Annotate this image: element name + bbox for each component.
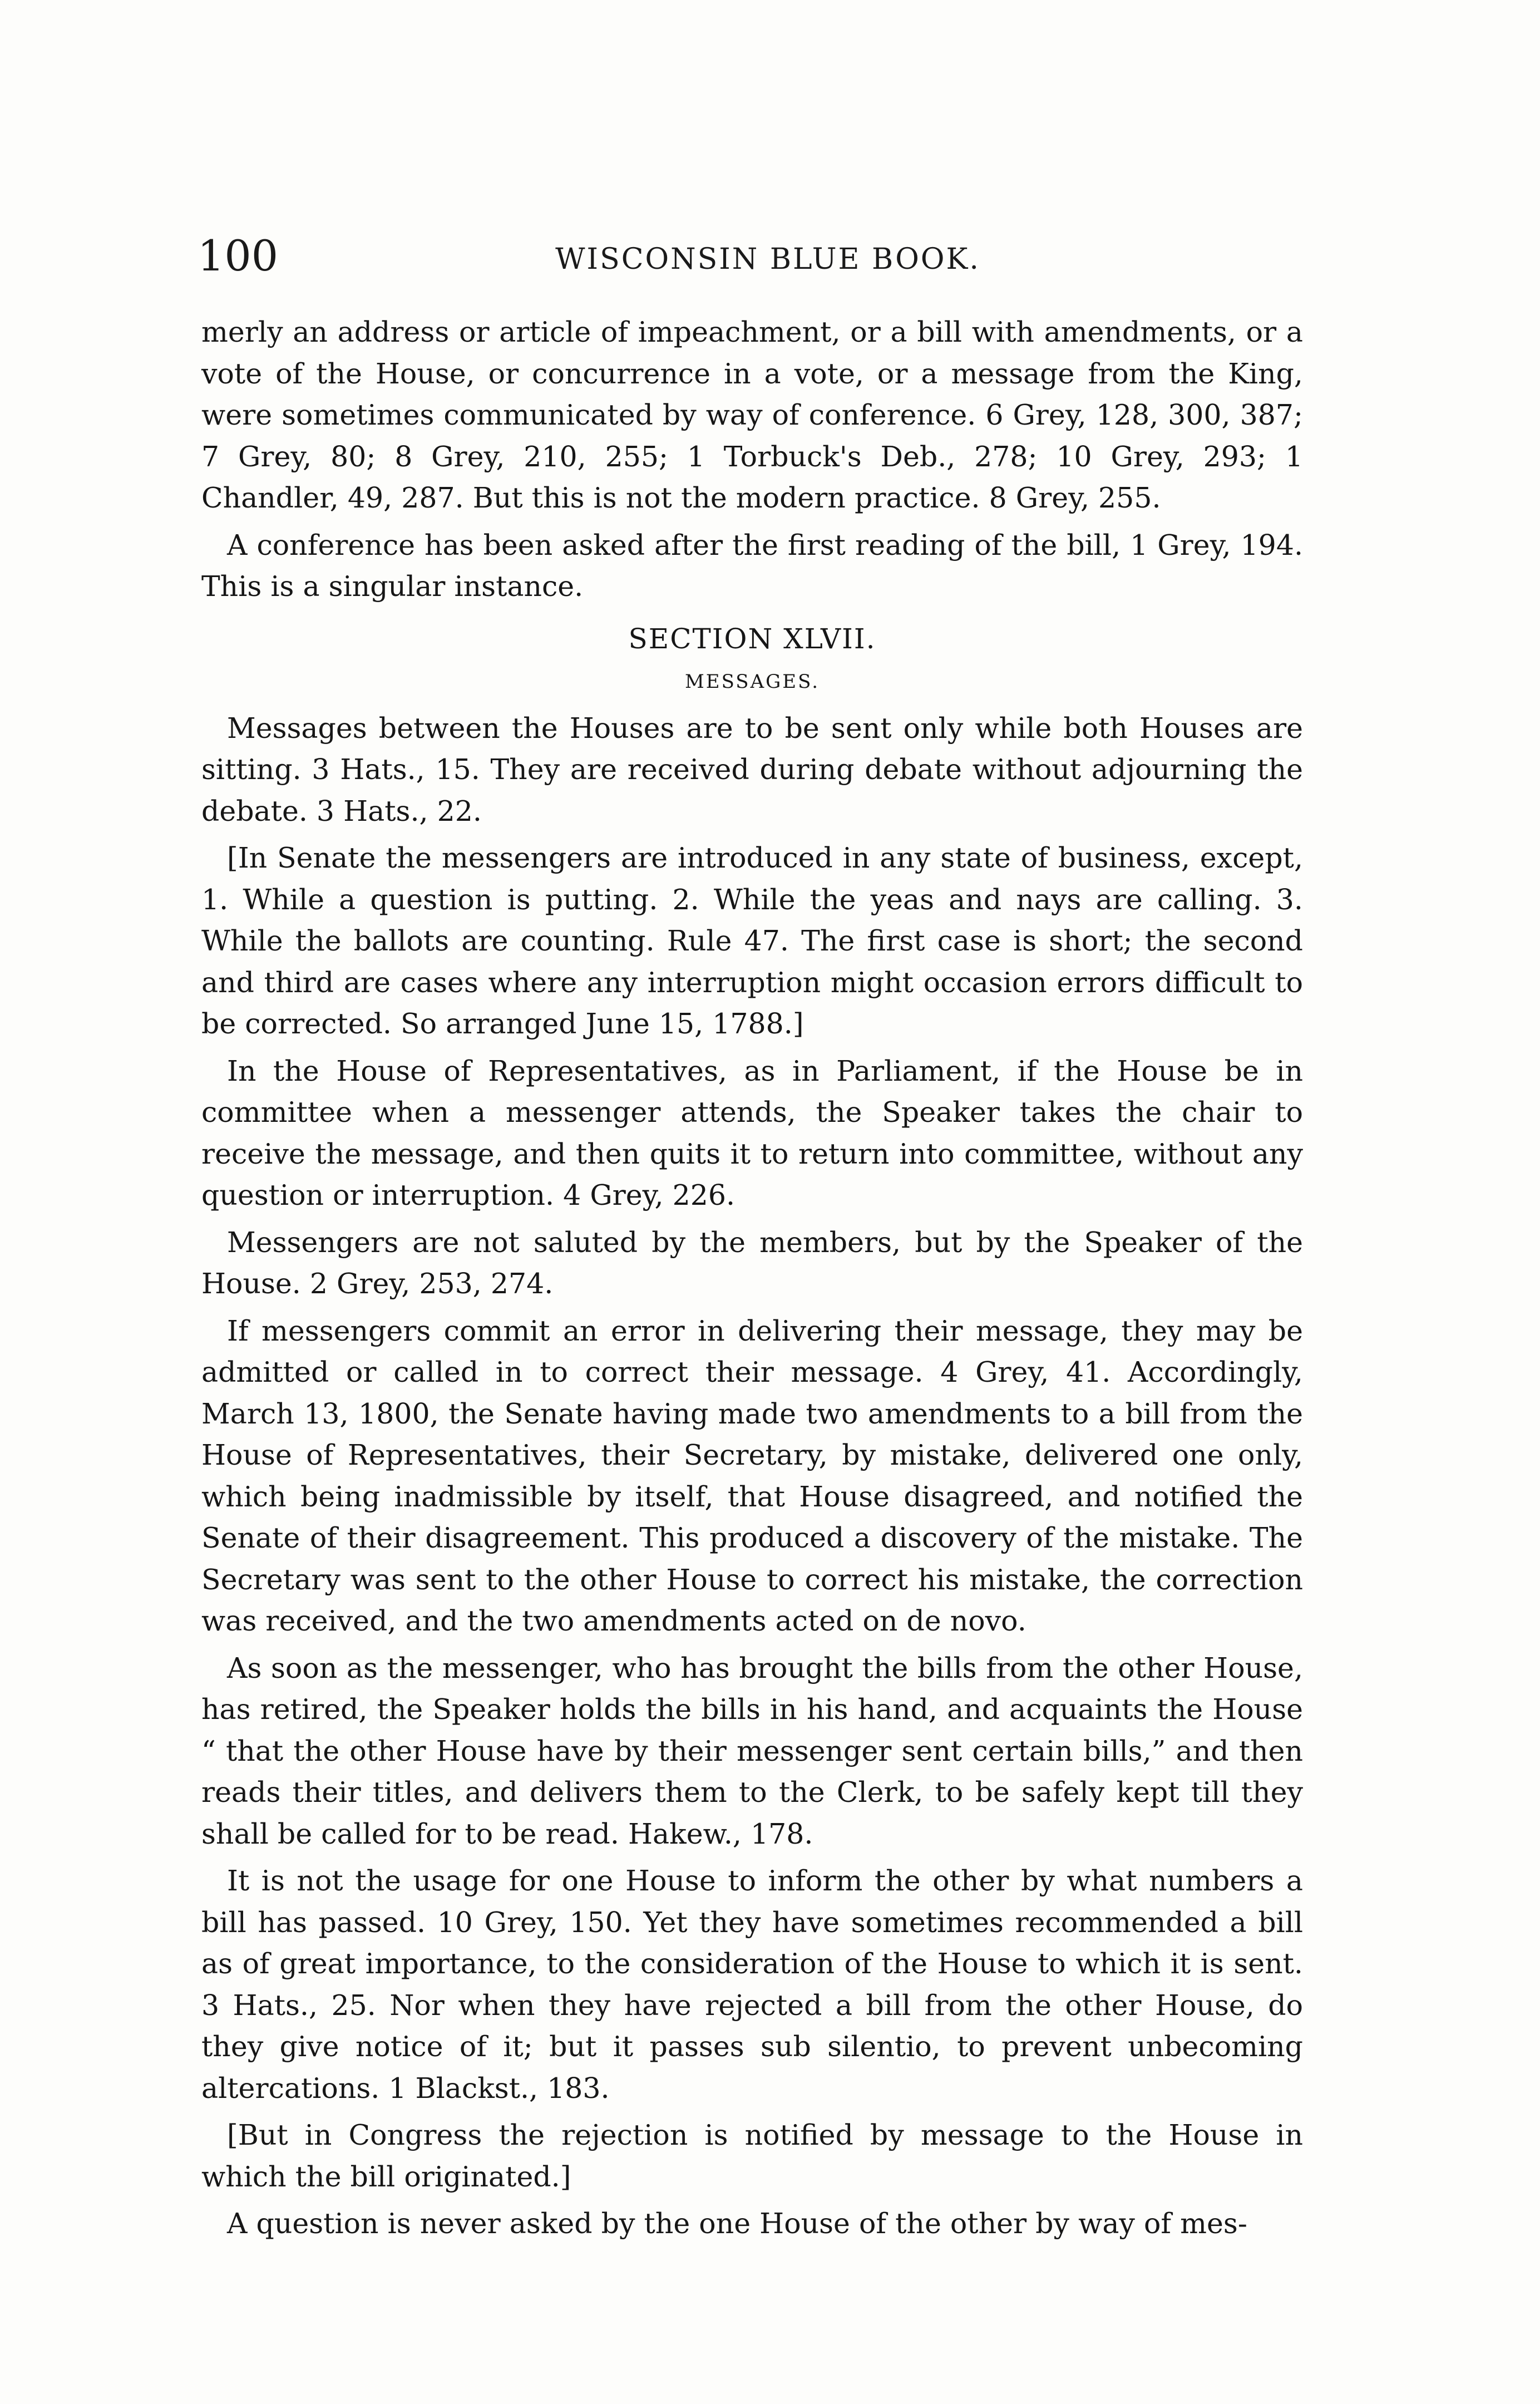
paragraph: Messages between the Houses are to be sent only while both Houses are sitting. 3 Hats., 15. They are received during debate without adjourning the debate. 3 Hats., 22.	[201, 711, 1303, 827]
paragraph: In the House of Representatives, as in Parliament, if the House be in committee when a messenger attends, the Speaker takes the chair to receive the message, and then quits it to return into committee, without any question or interruption. 4 Grey, 226.	[201, 1054, 1303, 1211]
paragraph: As soon as the messenger, who has brought the bills from the other House, has retired, the Speaker holds the bills in his hand, and acquaints the House “ that the other House have by their messenger sent certain bills,” and then reads their titles, and delivers them to the Clerk, to be safely kept till they shall be called for to be read. Hakew., 178.	[201, 1651, 1303, 1850]
page-header	[198, 228, 1338, 295]
paragraph: Messengers are not saluted by the members, but by the Speaker of the House. 2 Grey, 253, 274.	[201, 1225, 1303, 1300]
body-text	[201, 312, 1303, 2250]
paragraph: A conference has been asked after the first reading of the bill, 1 Grey, 194. This is a singular instance.	[201, 528, 1303, 603]
paragraph: It is not the usage for one House to inform the other by what numbers a bill has passed. 10 Grey, 150. Yet they have sometimes recommended a bill as of great importance, to the consideration of the House to which it is sent. 3 Hats., 25. Nor when they have rejected a bill from the other House, do they give notice of it; but it passes sub silentio, to prevent unbecoming altercations. 1 Blackst., 183.	[201, 1864, 1303, 2105]
section-heading: SECTION XLVII.	[628, 622, 876, 655]
paragraph: [But in Congress the rejection is notified by message to the House in which the bill originated.]	[201, 2119, 1303, 2193]
paragraph-continued: merly an address or article of impeachment, or a bill with amendments, or a vote of the House, or concurrence in a vote, or a message from the King, were sometimes communicated by way of conference. 6 Grey, 128, 300, 387; 7 Grey, 80; 8 Grey, 210, 255; 1 Torbuck's Deb., 278; 10 Grey, 293; 1 Chandler, 49, 287. But this is not the modern practice. 8 Grey, 255.	[201, 316, 1303, 514]
paragraph: If messengers commit an error in delivering their message, they may be admitted or called in to correct their message. 4 Grey, 41. Accordingly, March 13, 1800, the Senate having made two amendments to a bill from the House of Representatives, their Secretary, by mistake, delivered one only, which being inadmissible by itself, that House disagreed, and notified the Senate of their disagreement. This produced a discovery of the mistake. The Secretary was sent to the other House to correct his mistake, the correction was received, and the two amendments acted on de novo.	[201, 1314, 1303, 1637]
section-subheading: MESSAGES.	[684, 670, 820, 693]
paragraph: [In Senate the messengers are introduced in any state of business, except, 1. While a question is putting. 2. While the yeas and nays are calling. 3. While the ballots are counting. Rule 47. The first case is short; the second and third are cases where any interruption might occasion errors difficult to be corrected. So arranged June 15, 1788.]	[201, 841, 1303, 1040]
running-title: WISCONSIN BLUE BOOK.	[555, 243, 980, 276]
paragraph: A question is never asked by the one House of the other by way of mes-	[227, 2207, 1247, 2240]
page-number: 100	[198, 231, 279, 280]
